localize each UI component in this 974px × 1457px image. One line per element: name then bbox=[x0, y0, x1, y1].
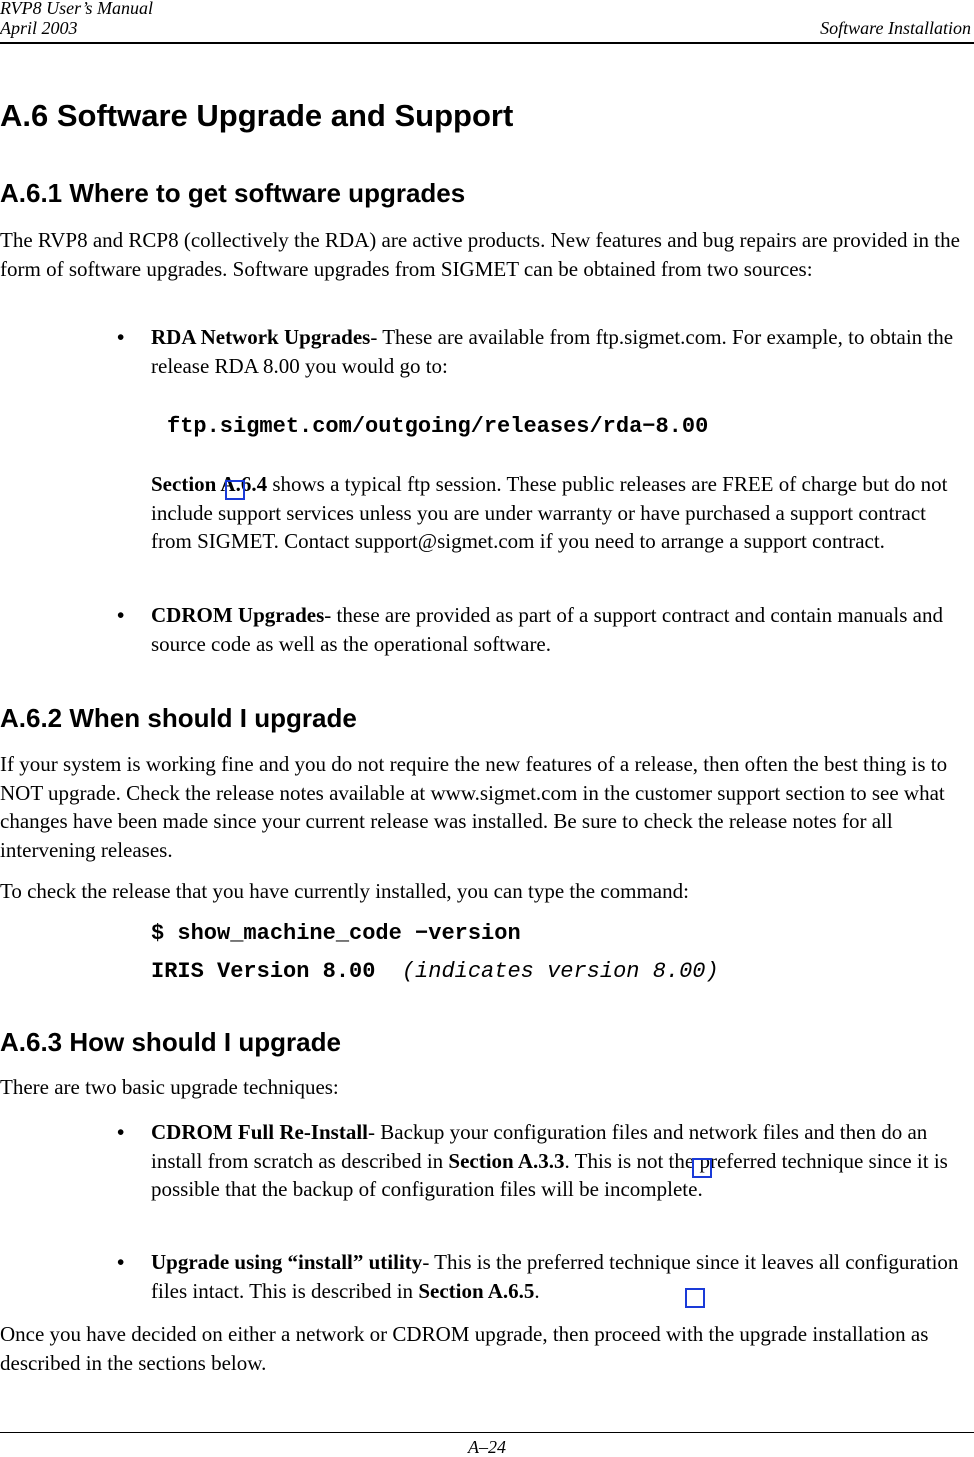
output-note: (indicates version 8.00) bbox=[401, 959, 719, 984]
link-marker bbox=[225, 480, 245, 500]
subsection-title-a61: A.6.1 Where to get software upgrades bbox=[0, 178, 466, 208]
bullet-icon: • bbox=[117, 1120, 125, 1144]
command-line: $ show_machine_code −version bbox=[151, 921, 521, 946]
a63-bullet-reinstall bbox=[151, 1118, 972, 1204]
header-rule bbox=[0, 42, 974, 44]
page-number: A–24 bbox=[468, 1437, 506, 1457]
bullet-text: - These are available from ftp.sigmet.com. For example, to obtain the release RDA 8.00 you would go to: bbox=[151, 325, 954, 378]
bullet-text: - This is the preferred technique since it leaves all configuration files intact. This is described in bbox=[151, 1250, 959, 1303]
bullet-text: - these are provided as part of a support contract and contain manuals and source code as well as the operational software. bbox=[151, 603, 943, 656]
bullet-icon: • bbox=[117, 325, 125, 349]
header-date: April 2003 bbox=[0, 18, 78, 38]
a63-bullet-install bbox=[151, 1248, 972, 1305]
link-marker bbox=[692, 1158, 712, 1178]
subsection-title-a63: A.6.3 How should I upgrade bbox=[0, 1027, 341, 1057]
bullet-term: Upgrade using “install” utility bbox=[151, 1250, 423, 1274]
a63-outro: Once you have decided on either a network or CDROM upgrade, then proceed with the upgrade installation as described in the sections below. bbox=[0, 1322, 929, 1375]
ftp-path: ftp.sigmet.com/outgoing/releases/rda−8.00 bbox=[167, 414, 709, 439]
a61-bullet-network bbox=[151, 323, 972, 380]
a61-bullet-network-cont bbox=[151, 470, 972, 556]
bullet-text: . bbox=[534, 1278, 540, 1303]
output-text: IRIS Version 8.00 bbox=[151, 959, 376, 984]
manual-title: RVP8 User’s Manual bbox=[0, 0, 153, 18]
section-link-a65[interactable]: Section A.6.5 bbox=[418, 1278, 535, 1303]
bullet-text: . This is not the preferred technique since it is possible that the backup of configuration files will be incomplete. bbox=[151, 1148, 948, 1201]
a61-intro: The RVP8 and RCP8 (collectively the RDA) are active products. New features and bug repairs are provided in the form of software upgrades. Software upgrades from SIGMET can be obtained from two sources: bbox=[0, 228, 960, 281]
a61-bullet-cdrom bbox=[151, 601, 972, 658]
bullet-text: shows a typical ftp session. These public releases are FREE of charge but do not include support services unless you are under warranty or have purchased a support contract from SIGMET. Contact support@sigmet.com if you need to arrange a support contract. bbox=[151, 472, 948, 553]
link-marker bbox=[685, 1288, 705, 1308]
section-title: A.6 Software Upgrade and Support bbox=[0, 98, 514, 133]
subsection-title-a62: A.6.2 When should I upgrade bbox=[0, 703, 357, 733]
section-link-a64[interactable]: Section A.6.4 bbox=[151, 472, 268, 496]
a62-paragraph-2: To check the release that you have currently installed, you can type the command: bbox=[0, 879, 689, 903]
command-output bbox=[151, 959, 719, 985]
bullet-term: RDA Network Upgrades bbox=[151, 325, 371, 349]
footer-rule bbox=[0, 1432, 974, 1433]
a63-intro: There are two basic upgrade techniques: bbox=[0, 1075, 339, 1099]
chapter-title: Software Installation bbox=[820, 18, 971, 38]
bullet-icon: • bbox=[117, 1250, 125, 1274]
section-link-a33[interactable]: Section A.3.3 bbox=[448, 1148, 565, 1173]
bullet-term: CDROM Upgrades bbox=[151, 603, 325, 627]
bullet-text: - Backup your configuration files and network files and then do an install from scratch as described in bbox=[151, 1120, 928, 1173]
bullet-icon: • bbox=[117, 603, 125, 627]
bullet-term: CDROM Full Re-Install bbox=[151, 1120, 368, 1144]
a62-paragraph: If your system is working fine and you do not require the new features of a release, then often the best thing is to NOT upgrade. Check the release notes available at www.sigmet.com in the customer support section to see what changes have been made since your current release was installed. Be sure to check the release notes for all intervening releases. bbox=[0, 752, 948, 862]
